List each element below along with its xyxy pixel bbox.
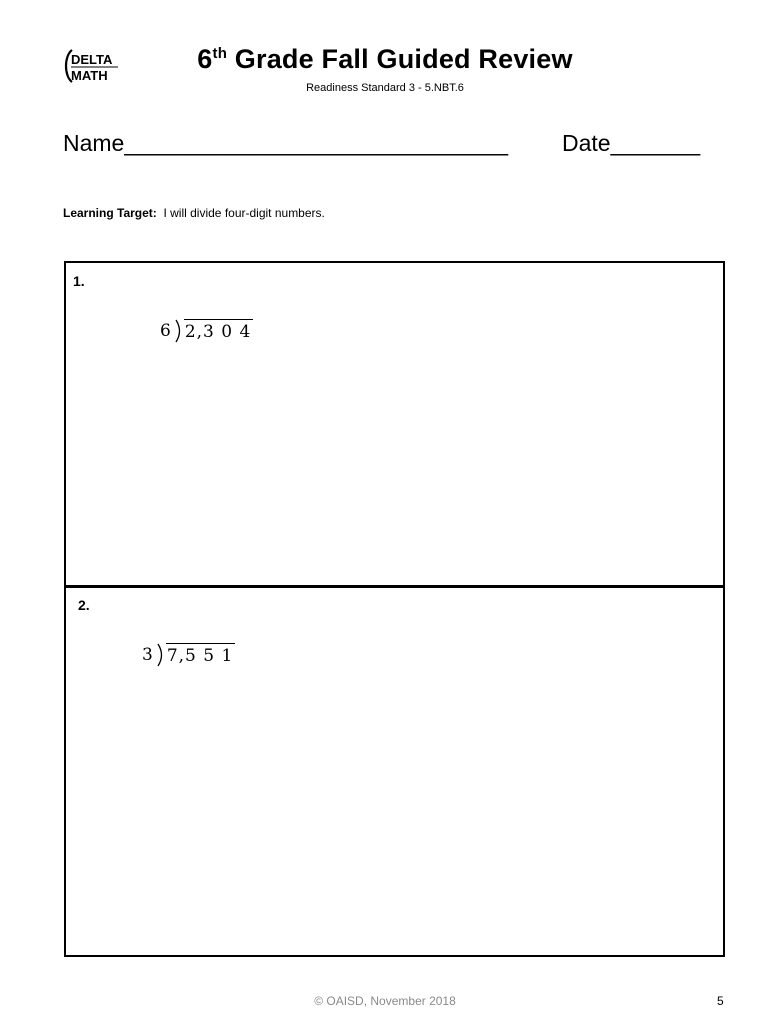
logo-text-delta: DELTA: [71, 52, 113, 67]
problem-number: 1.: [73, 273, 85, 289]
divisor: 3: [142, 645, 154, 665]
title-text: Grade Fall Guided Review: [227, 44, 573, 74]
dividend: 7,5 5 1: [166, 643, 235, 667]
title-number: 6: [197, 44, 213, 74]
title-ordinal-suffix: th: [212, 45, 228, 62]
standard-subtitle: Readiness Standard 3 - 5.NBT.6: [306, 82, 464, 94]
learning-target: [63, 206, 325, 220]
problem-number: 2.: [78, 597, 90, 613]
division-bracket-icon: [175, 319, 183, 343]
page-number: 5: [717, 994, 724, 1008]
division-bracket-icon: [157, 643, 165, 667]
logo-text-math: MATH: [71, 68, 108, 83]
long-division-problem: [160, 319, 253, 343]
long-division-problem: [142, 643, 235, 667]
copyright-footer: © OAISD, November 2018: [314, 994, 456, 1008]
date-field[interactable]: Date_______: [562, 130, 701, 156]
learning-target-text: I will divide four-digit numbers.: [156, 206, 325, 220]
problem-box-1[interactable]: [64, 261, 725, 587]
name-field[interactable]: Name______________________________: [63, 130, 509, 156]
problem-box-2[interactable]: [64, 586, 725, 957]
learning-target-label: Learning Target:: [63, 206, 157, 220]
divisor: 6: [160, 321, 172, 341]
page-title: [0, 44, 770, 75]
dividend: 2,3 0 4: [184, 319, 253, 343]
